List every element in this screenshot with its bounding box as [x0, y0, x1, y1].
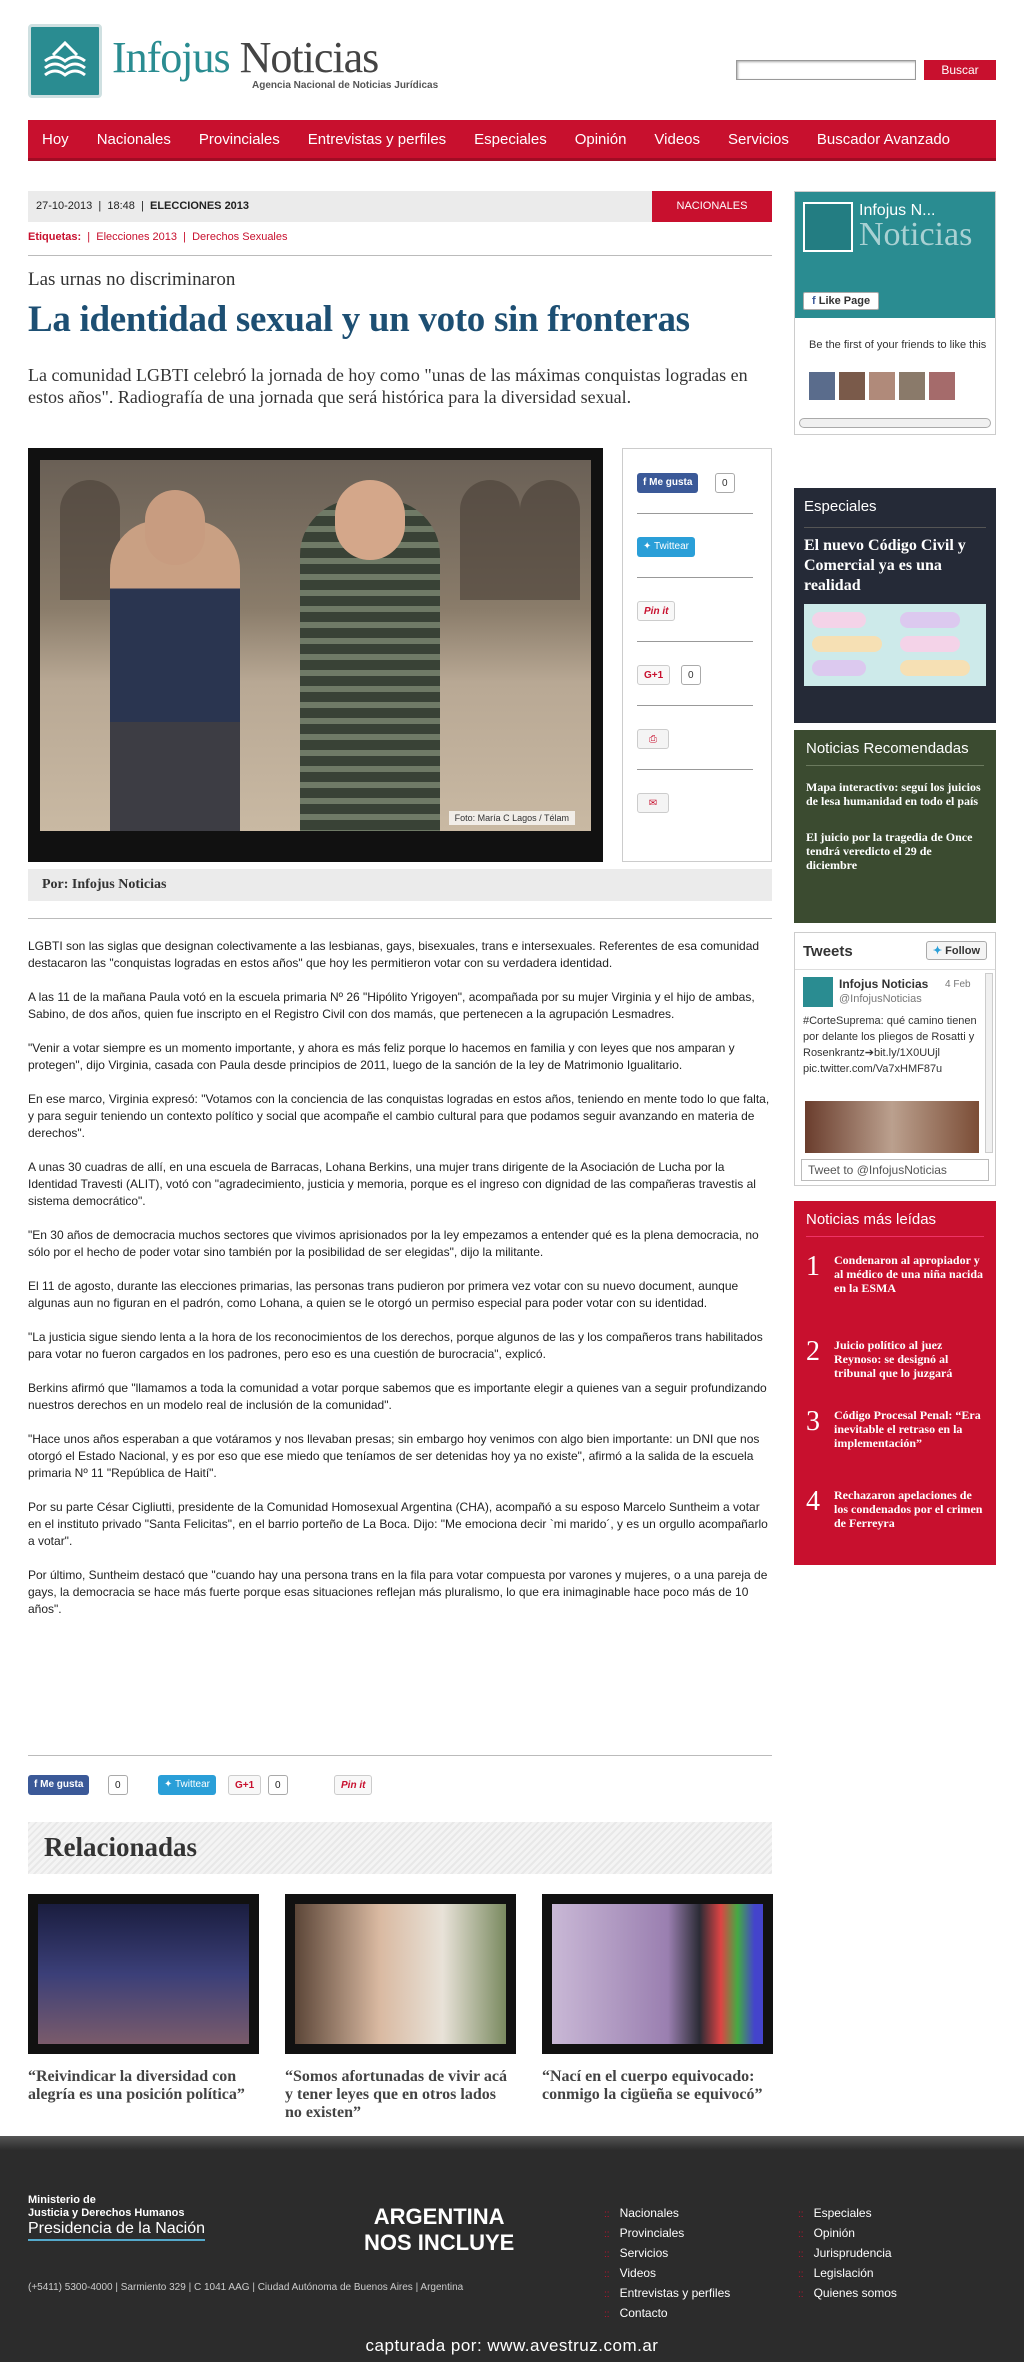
nav-item-buscador[interactable]: Buscador Avanzado [816, 130, 951, 148]
logo-subtitle: Agencia Nacional de Noticias Jurídicas [252, 80, 439, 91]
especiales-title[interactable]: El nuevo Código Civil y Comercial ya es una realidad [804, 527, 986, 596]
divider [28, 255, 772, 256]
nav-item-provinciales[interactable]: Provinciales [198, 130, 280, 148]
gplus-button[interactable]: G+1 [228, 1775, 261, 1795]
facebook-page-widget [794, 191, 996, 435]
presidencia-logo[interactable]: Presidencia de la Nación [28, 2220, 205, 2241]
article-photo [40, 460, 591, 831]
vertical-scrollbar[interactable] [985, 973, 993, 1153]
share-column [622, 448, 772, 862]
footer-link[interactable]: :: Legislación [798, 2266, 874, 2280]
footer-link[interactable]: :: Entrevistas y perfiles [604, 2286, 730, 2300]
related-title[interactable]: “Nací en el cuerpo equivocado: conmigo la cigüeña se equivocó” [542, 2068, 763, 2103]
print-icon[interactable]: ⎙ [637, 729, 669, 749]
nav-item-especiales[interactable]: Especiales [474, 130, 547, 148]
article-body [28, 938, 772, 1635]
facebook-like-button[interactable]: f Me gusta [637, 473, 698, 493]
fb-friends-text: Be the first of your friends to like this [809, 339, 987, 351]
tweet-image[interactable] [805, 1101, 979, 1153]
footer-link[interactable]: :: Nacionales [604, 2206, 679, 2220]
logo-title: Infojus Noticias [112, 33, 379, 82]
banner-logo-text: Noticias [859, 216, 973, 253]
especiales-box [794, 488, 996, 723]
tags-line: Etiquetas: | Elecciones 2013 | Derechos Sexuales [28, 231, 288, 243]
related-heading: Relacionadas [28, 1822, 772, 1874]
related-title[interactable]: “Reivindicar la diversidad con alegría es una posición política” [28, 2068, 245, 2103]
nav-item-entrevistas[interactable]: Entrevistas y perfiles [307, 130, 447, 148]
article-byline: Por: Infojus Noticias [28, 869, 772, 901]
footer-link[interactable]: :: Videos [604, 2266, 656, 2280]
book-logo-icon [28, 24, 102, 98]
paragraph: El 11 de agosto, durante las elecciones primarias, las personas trans pudieron por primera vez votar con su nuevo document, aunque algunas aun no figuran en el padrón, como Lohana, a quien se le otorgó un permiso especial para poder votar con su identidad. [28, 1279, 739, 1310]
nav-item-hoy[interactable]: Hoy [42, 130, 69, 148]
article-section[interactable]: ELECCIONES 2013 [150, 200, 250, 212]
fb-page-name[interactable]: Infojus N... [859, 202, 936, 219]
tweet-to-input[interactable]: Tweet to @InfojusNoticias [801, 1159, 989, 1181]
divider [28, 1755, 772, 1756]
footer-link[interactable]: :: Contacto [604, 2306, 668, 2320]
ministerio-logo[interactable]: Ministerio de Justicia y Derechos Humanos [28, 2194, 185, 2219]
twitter-button[interactable]: ✦ Twittear [637, 537, 695, 557]
twitter-icon: ✦ [164, 1779, 175, 1790]
paragraph: LGBTI son las siglas que designan colectivamente a las lesbianas, gays, bisexuales, trans e intersexuales. Referentes de esa comunidad destacaron las "conquistas logradas en estos años" que hoy les permitieron votar con su verdadera identidad. [28, 939, 760, 970]
twitter-follow-button[interactable]: ✦ Follow [926, 941, 987, 960]
gplus-count: 0 [268, 1775, 288, 1795]
pinterest-button[interactable]: Pin it [334, 1775, 372, 1795]
main-nav [28, 120, 996, 161]
friend-avatar[interactable] [929, 372, 955, 400]
photo-credit: Foto: María C Lagos / Télam [449, 811, 575, 825]
twitter-icon: ✦ [643, 541, 654, 552]
tag-link[interactable]: Derechos Sexuales [192, 231, 288, 243]
especiales-image[interactable] [804, 604, 986, 686]
facebook-count: 0 [715, 473, 735, 493]
article-date: 27-10-2013 [36, 200, 93, 212]
related-thumbnail[interactable] [285, 1894, 516, 2054]
related-item[interactable] [542, 1894, 773, 2104]
tags-label: Etiquetas: [28, 231, 82, 243]
nav-item-nacionales[interactable]: Nacionales [96, 130, 171, 148]
paragraph: "Hace unos años esperaban a que votáramos y nos llevaban presas; sin embargo hoy venimos con algo bien importante: un DNI que nos otorgó el Estado Nacional, y es por eso que ese miedo que teníamos de ser detenidas hoy ya no existe", afirmó a la salida de la escuela primaria Nº 11 "República de Haití". [28, 1432, 760, 1480]
tag-link[interactable]: Elecciones 2013 [96, 231, 178, 243]
paragraph: "La justicia sigue siendo lenta a la hora de los reconocimientos de los derechos, porque algunos de las y los compañeros trans habilitados para votar no fueron cargados en los padrones, pero eso es una cuestión de burocracia", explicó. [28, 1330, 763, 1361]
paragraph: A unas 30 cuadras de allí, en una escuela de Barracas, Lohana Berkins, una mujer trans dirigente de la Asociación de Lucha por la Identidad Travesti (ALIT), votó con "agradecimiento, justicia y memoria, porque es el ingreso con dignidad de las compañeras travestis al sistema democrático". [28, 1160, 756, 1208]
mas-leidas-box: Noticias más leídas 1 Condenaron al apropiador y al médico de una niña nacida en la ESMA 2 Juicio político al juez Reynoso: se designó al tribunal que lo juzgará 3 Código Procesal Penal: “Era inevitable el retraso en la implementación” 4 Rechazaron apelaciones de los condenados por el crimen de Ferreyra [794, 1201, 996, 1565]
paragraph: Por su parte César Cigliutti, presidente de la Comunidad Homosexual Argentina (CHA), acompañó a su esposo Marcelo Suntheim a votar en el instituto privado "Santa Felicitas", en el barrio porteño de La Boca. Dijo: "Me emociona decir `mi marido´, y es un orgullo acompañarlo a votar". [28, 1500, 768, 1548]
footer-address: (+5411) 5300-4000 | Sarmiento 329 | C 1041 AAG | Ciudad Autónoma de Buenos Aires | Argentina [28, 2282, 464, 2293]
footer-link[interactable]: :: Opinión [798, 2226, 855, 2240]
article-meta-bar: 27-10-2013 | 18:48 | ELECCIONES 2013 NACIONALES [28, 191, 772, 222]
category-badge[interactable]: NACIONALES [652, 191, 772, 222]
paragraph: Por último, Suntheim destacó que "cuando hay una persona trans en la fila para votar compuesta por varones y mujeres, o a una pareja de gays, la democracia se hace más fuerte porque esas situaciones reflejan más pluralismo, lo que era inimaginable hace poco más de 10 años". [28, 1568, 768, 1616]
related-item[interactable] [285, 1894, 516, 2122]
facebook-icon: f [812, 295, 819, 307]
article-photo-frame [28, 448, 603, 862]
nav-item-videos[interactable]: Videos [654, 130, 701, 148]
article-time: 18:48 [107, 200, 135, 212]
nav-item-opinion[interactable]: Opinión [574, 130, 627, 148]
related-item[interactable] [28, 1894, 259, 2104]
page-avatar [803, 202, 853, 252]
search-button[interactable]: Buscar [924, 60, 996, 80]
tweet-account[interactable]: Infojus Noticias [839, 977, 929, 991]
recomendada-link[interactable]: Mapa interactivo: seguí los juicios de lesa humanidad en todo el país [806, 780, 981, 808]
paragraph: "En 30 años de democracia muchos sectores que vivimos aprisionados por la ley empezamos a entender qué es la plena democracia, no sólo por el hecho de poder votar sino también por la posibilidad de ser elegidas", dijo la militante. [28, 1228, 759, 1259]
twitter-button[interactable]: ✦ Twittear [158, 1775, 216, 1795]
recomendada-link[interactable]: El juicio por la tragedia de Once tendrá veredicto el 29 de diciembre [806, 830, 973, 872]
email-icon[interactable]: ✉ [637, 793, 669, 813]
footer-link[interactable]: :: Servicios [604, 2246, 668, 2260]
paragraph: Berkins afirmó que "llamamos a toda la comunidad a votar porque sabemos que es importante elegir a quienes van a seguir profundizando nuestros derechos en un modelo real de inclusión de la comunidad". [28, 1381, 767, 1412]
site-logo[interactable] [28, 24, 439, 100]
nav-item-servicios[interactable]: Servicios [728, 130, 789, 148]
recomendadas-heading: Noticias Recomendadas [806, 740, 984, 766]
friend-avatar[interactable] [809, 372, 835, 400]
facebook-icon: f [643, 477, 650, 488]
paragraph: A las 11 de la mañana Paula votó en la escuela primaria Nº 26 "Hipólito Yrigoyen", acompañada por su mujer Virginia y el hijo de ambas, Sabino, de dos años, quien fue inscripto en el Registro Civil con dos mamás, que pertenecen a la agrupación Lesmadres. [28, 990, 755, 1021]
site-footer [0, 2136, 1024, 2362]
facebook-like-button[interactable]: f Me gusta [28, 1775, 89, 1795]
related-thumbnail[interactable] [542, 1894, 773, 2054]
divider [28, 918, 772, 919]
article-kicker: Las urnas no discriminaron [28, 269, 236, 290]
fb-like-page-button[interactable]: f Like Page [803, 292, 879, 310]
horizontal-scrollbar[interactable] [799, 418, 991, 428]
friend-avatar[interactable] [839, 372, 865, 400]
friend-avatar[interactable] [869, 372, 895, 400]
capture-credit: capturada por: www.avestruz.com.ar [365, 2336, 659, 2355]
mas-leidas-heading: Noticias más leídas [806, 1211, 984, 1237]
tweet-handle[interactable]: @InfojusNoticias [839, 993, 922, 1005]
bottom-share-bar [28, 1775, 772, 1797]
related-title[interactable]: “Somos afortunadas de vivir acá y tener leyes que en otros lados no existen” [285, 2068, 507, 2121]
tweets-heading: Tweets [803, 943, 853, 960]
footer-link[interactable]: :: Especiales [798, 2206, 872, 2220]
pinterest-button[interactable]: Pin it [637, 601, 675, 621]
article-lead: La comunidad LGBTI celebró la jornada de hoy como "unas de las máximas conquistas logradas en estos años". Radiografía de una jornada que será histórica para la diversidad sexual. [28, 365, 748, 407]
especiales-heading: Especiales [804, 498, 877, 515]
tweet-date[interactable]: 4 Feb [945, 979, 971, 990]
footer-link[interactable]: :: Provinciales [604, 2226, 684, 2240]
facebook-count: 0 [108, 1775, 128, 1795]
paragraph: En ese marco, Virginia expresó: "Votamos con la conciencia de las conquistas logradas en estos años, teniendo en mente todo lo que falta, y para seguir teniendo un contexto político y social que acompañe el cambio cultural para que podamos seguir avanzando en materia de derechos". [28, 1092, 770, 1140]
article-title: La identidad sexual y un voto sin fronteras [28, 299, 690, 340]
twitter-widget [794, 932, 996, 1186]
argentina-nos-incluye-logo: ARGENTINA NOS INCLUYE [364, 2204, 515, 2255]
paragraph: "Venir a votar siempre es un momento importante, y ahora es más feliz porque lo hacemos en familia y con leyes que nos amparan y protegen", dijo Virginia, casada con Paula desde principios de 2011, luego de la sanción de la ley de Matrimonio Igualitario. [28, 1041, 735, 1072]
friend-avatar[interactable] [899, 372, 925, 400]
gplus-count: 0 [681, 665, 701, 685]
facebook-icon: f [34, 1779, 41, 1790]
tweet-text: #CorteSuprema: qué camino tienen por delante los pliegos de Rosatti y Rosenkrantz➔bit.ly/1X0UUjl pic.twitter.com/Va7xHMF87u [803, 1015, 977, 1075]
footer-link[interactable]: :: Jurisprudencia [798, 2246, 892, 2260]
twitter-icon: ✦ [932, 945, 946, 957]
related-thumbnail[interactable] [28, 1894, 259, 2054]
gplus-button[interactable]: G+1 [637, 665, 670, 685]
footer-link[interactable]: :: Quienes somos [798, 2286, 897, 2300]
recomendadas-box [794, 730, 996, 923]
search-input[interactable] [736, 60, 916, 80]
tweet-avatar[interactable] [803, 977, 833, 1007]
